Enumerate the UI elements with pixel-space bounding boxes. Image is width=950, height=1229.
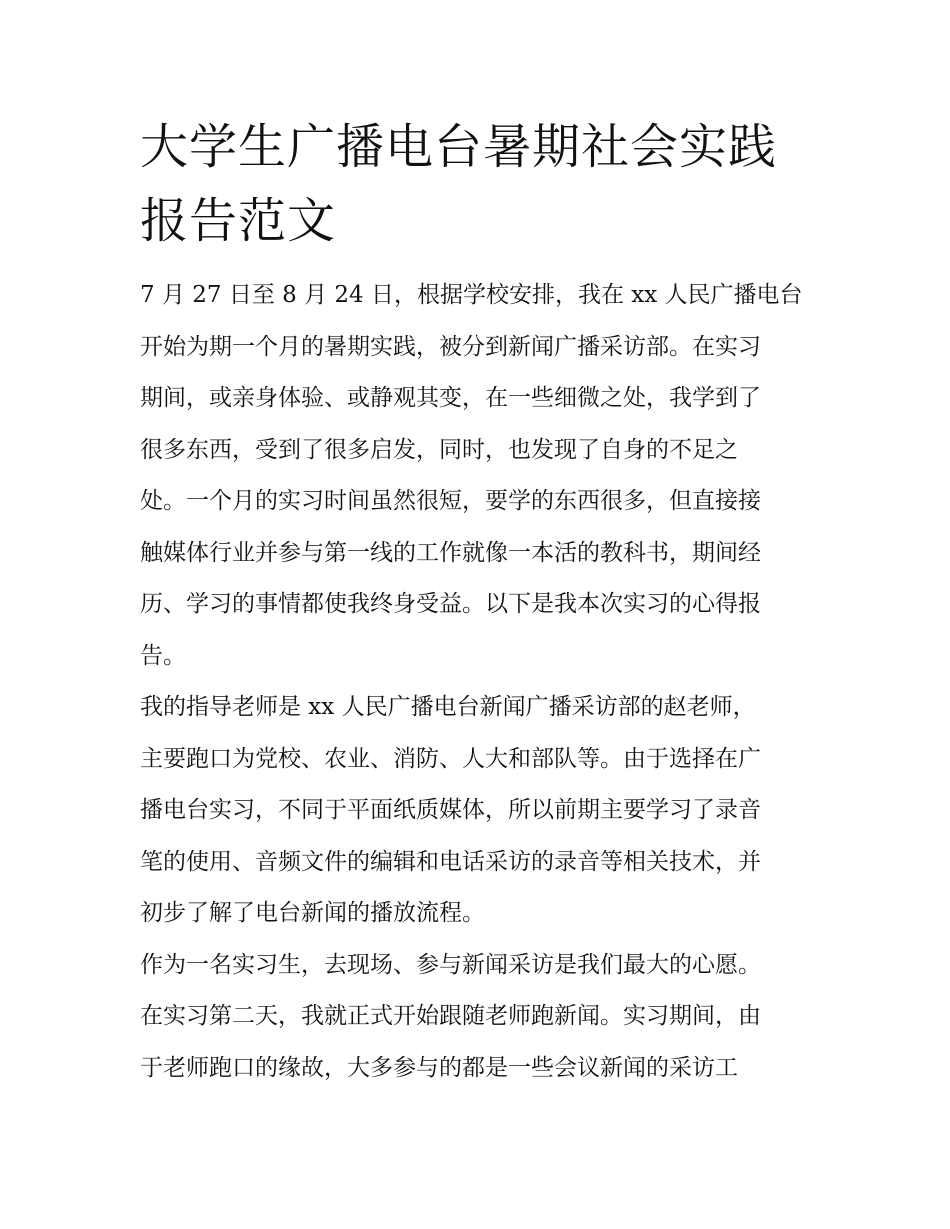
title-line: 大学生广播电台暑期社会实践 [140,119,778,175]
document-title [140,110,800,258]
text-line: 主要跑口为党校、农业、消防、人大和部队等。由于选择在广 [140,745,761,772]
text-line: 期间，或亲身体验、或静观其变，在一些细微之处，我学到了 [140,385,761,411]
paragraph [140,270,812,682]
text-line: 告。 [140,642,186,669]
paragraph [140,682,812,940]
text-line: 于老师跑口的缘故，大多参与的都是一些会议新闻的采访工 [140,1054,738,1081]
title-line: 报告范文 [140,193,337,249]
text-line: 触媒体行业并参与第一线的工作就像一本活的教科书，期间经 [140,539,761,566]
text-line: 很多东西，受到了很多启发，同时，也发现了自身的不足之 [140,436,738,463]
text-line: 开始为期一个月的暑期实践，被分到新闻广播采访部。在实习 [140,333,761,360]
document-page [140,110,812,1094]
text-line: 我的指导老师是 xx 人民广播电台新闻广播采访部的赵老师， [140,694,756,720]
text-line: 播电台实习，不同于平面纸质媒体，所以前期主要学习了录音 [140,797,761,823]
text-line: 处。一个月的实习时间虽然很短，要学的东西很多，但直接接 [140,488,761,514]
document-body [140,270,812,1094]
text-line: 作为一名实习生，去现场、参与新闻采访是我们最大的心愿。 [140,951,761,978]
text-line: 历、学习的事情都使我终身受益。以下是我本次实习的心得报 [140,591,761,617]
text-line: 7 月 27 日至 8 月 24 日，根据学校安排，我在 xx 人民广播电台 [140,282,803,308]
text-line: 初步了解了电台新闻的播放流程。 [140,900,485,926]
text-line: 在实习第二天，我就正式开始跟随老师跑新闻。实习期间，由 [140,1003,761,1029]
text-line: 笔的使用、音频文件的编辑和电话采访的录音等相关技术，并 [140,848,761,875]
paragraph [140,940,812,1095]
